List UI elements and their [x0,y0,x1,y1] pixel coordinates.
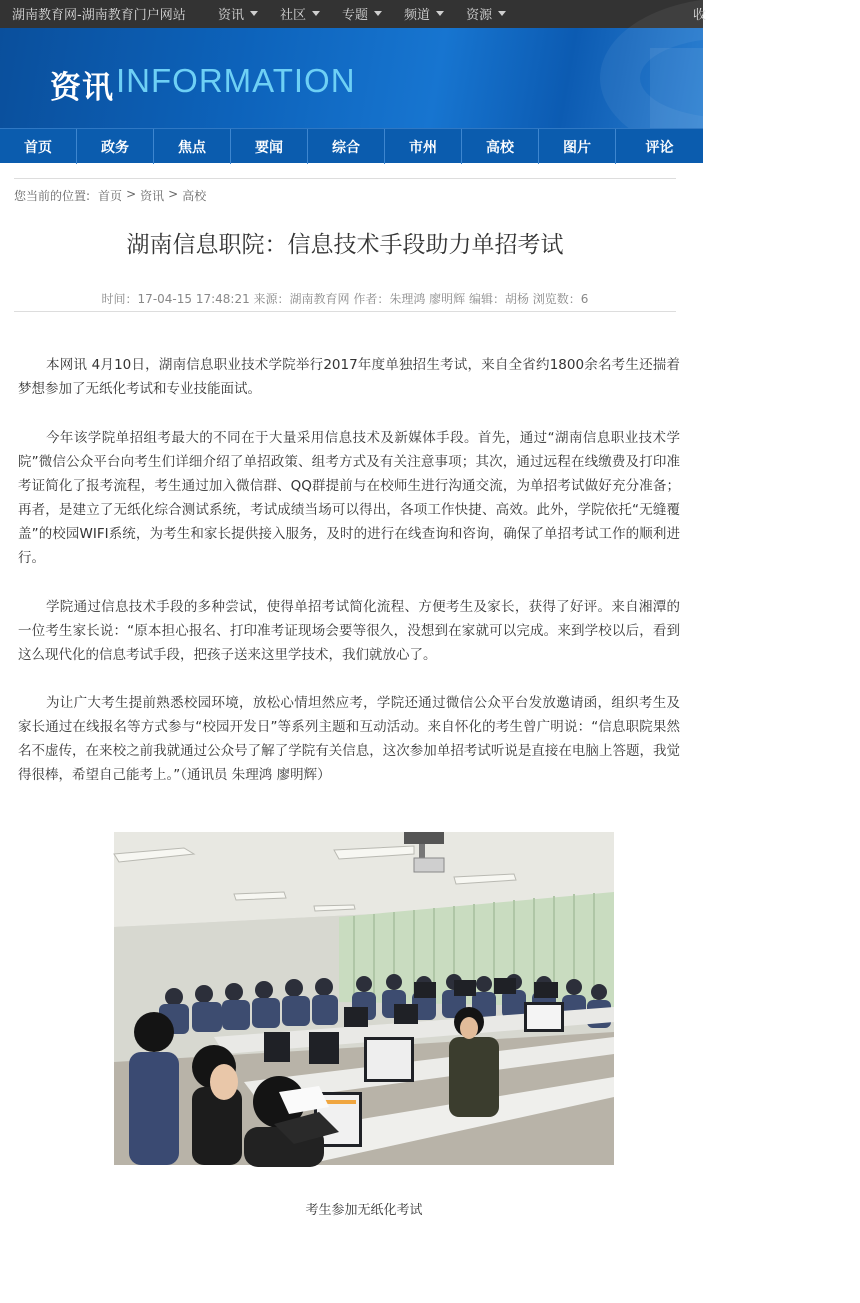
chevron-down-icon [436,11,444,16]
top-nav [218,4,528,23]
main-nav [0,128,703,163]
breadcrumb-info[interactable]: 资讯 [140,189,165,203]
chevron-down-icon [312,11,320,16]
meta-divider [14,311,676,312]
breadcrumb-separator: > [126,187,137,201]
top-right-link[interactable]: 收 [693,8,707,23]
banner-decoration [650,48,710,138]
banner-title-en: INFORMATION [116,62,356,99]
top-nav-topics[interactable]: 专题 [342,4,382,23]
site-name-link[interactable]: 湖南教育网-湖南教育门户网站 [12,8,186,23]
main-nav-headlines[interactable]: 要闻 [231,129,308,164]
article-meta: 时间：17-04-15 17:48:21 来源：湖南教育网 作者：朱理鸿 廖明辉 编辑：胡杨 浏览数：6 [101,292,589,306]
breadcrumb-separator: > [168,187,179,201]
breadcrumb-divider [14,178,676,179]
breadcrumb [14,187,206,204]
top-nav-resources[interactable]: 资源 [466,4,506,23]
photo-caption: 考生参加无纸化考试 [305,1203,423,1218]
article-paragraph: 学院通过信息技术手段的多种尝试，使得单招考试简化流程、方便考生及家长，获得了好评。来自湘潭的一位考生家长说：“原本担心报名、打印准考证现场会要等很久，没想到在家就可以完成。来到学校以后，看到这么现代化的信息考试手段，把孩子送来这里学技术，我们就放心了。 [18,599,680,663]
main-nav-universities[interactable]: 高校 [462,129,539,164]
top-nav-info[interactable]: 资讯 [218,4,258,23]
breadcrumb-label: 您当前的位置: [14,189,91,203]
article-paragraph: 本网讯 4月10日，湖南信息职业技术学院举行2017年度单独招生考试，来自全省约1800余名考生还揣着梦想参加了无纸化考试和专业技能面试。 [18,357,680,397]
main-nav-cities[interactable]: 市州 [385,129,462,164]
breadcrumb-home[interactable]: 首页 [98,189,123,203]
top-nav-channels[interactable]: 频道 [404,4,444,23]
article-photo [114,832,614,1165]
main-nav-government[interactable]: 政务 [77,129,154,164]
main-nav-pictures[interactable]: 图片 [539,129,616,164]
breadcrumb-universities[interactable]: 高校 [182,189,207,203]
main-nav-general[interactable]: 综合 [308,129,385,164]
article-paragraph: 今年该学院单招组考最大的不同在于大量采用信息技术及新媒体手段。首先，通过“湖南信息职业技术学院”微信公众平台向考生们详细介绍了单招政策、组考方式及有关注意事项；其次，通过远程在线缴费及打印准考证简化了报考流程，考生通过加入微信群、QQ群提前与在校师生进行沟通交流，为单招考试做好充分准备；再者，是建立了无纸化综合测试系统，考试成绩当场可以得出，各项工作快捷、高效。此外，学院依托“无缝覆盖”的校园WIFI系统，为考生和家长提供接入服务，及时的进行在线查询和咨询，确保了单招考试工作的顺利进行。 [18,430,680,566]
main-nav-focus[interactable]: 焦点 [154,129,231,164]
chevron-down-icon [374,11,382,16]
top-nav-community[interactable]: 社区 [280,4,320,23]
section-banner [0,28,703,128]
top-bar [0,0,707,28]
article-title: 湖南信息职院：信息技术手段助力单招考试 [126,232,564,258]
chevron-down-icon [250,11,258,16]
article-paragraph: 为让广大考生提前熟悉校园环境，放松心情坦然应考，学院还通过微信公众平台发放邀请函，组织考生及家长通过在线报名等方式参与“校园开发日”等系列主题和互动活动。来自怀化的考生曾广明说：“信息职院果然名不虚传，在来校之前我就通过公众号了解了学院有关信息，这次参加单招考试听说是直接在电脑上答题，我觉得很棒，希望自己能考上。”（通讯员 朱理鸿 廖明辉） [18,695,680,783]
main-nav-home[interactable]: 首页 [0,129,77,164]
banner-title-cn: 资讯 [50,70,114,106]
main-nav-comments[interactable]: 评论 [645,139,674,156]
chevron-down-icon [498,11,506,16]
exam-room-photo [114,832,614,1165]
